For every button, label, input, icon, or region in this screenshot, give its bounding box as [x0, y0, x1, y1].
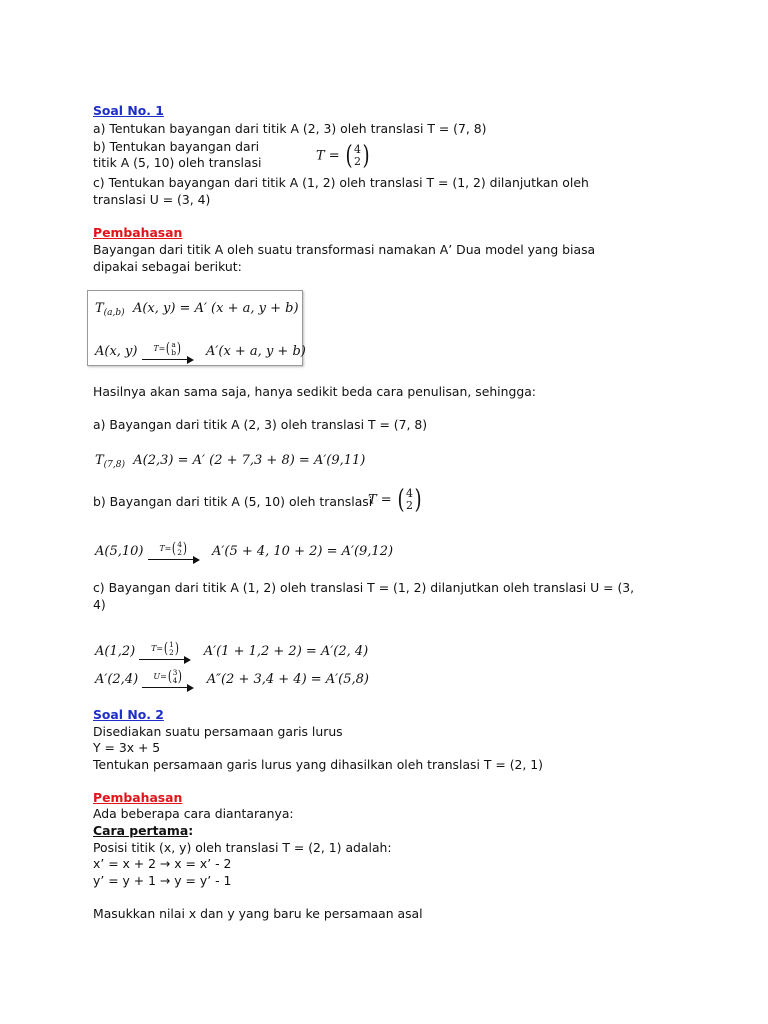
pembahasan-2-line1: Ada beberapa cara diantaranya: — [93, 806, 294, 821]
formula-T-subscript: (a,b) — [103, 308, 125, 318]
soal-1-item-c-line1: c) Tentukan bayangan dari titik A (1, 2) oleh translasi T = (1, 2) dilanjutkan oleh — [93, 175, 589, 190]
soal-1-item-b-line1: b) Tentukan bayangan dari — [93, 139, 260, 154]
answer-c-text-line1: c) Bayangan dari titik A (1, 2) oleh translasi T = (1, 2) dilanjutkan oleh translasi U = (3, — [93, 580, 635, 595]
formula-row-1 — [95, 300, 299, 322]
arrow-icon: T= ( 4 2 ) — [148, 544, 200, 560]
soal-2-line1: Disediakan suatu persamaan garis lurus — [93, 724, 343, 739]
answer-b-text: b) Bayangan dari titik A (5, 10) oleh translasi — [93, 494, 373, 509]
pembahasan-2-line4: y’ = y + 1 → y = y’ - 1 — [93, 873, 232, 888]
answer-b-equation: A(5,10) T= ( 4 2 ) A′(5 + 4, 10 + 2) = A′(9,12) — [95, 543, 393, 561]
answer-c-text-line2: 4) — [93, 597, 106, 612]
soal-2-heading: Soal No. 2 — [93, 707, 164, 722]
soal-2-line3: Tentukan persamaan garis lurus yang dihasilkan oleh translasi T = (2, 1) — [93, 757, 544, 772]
matrix-name: T — [316, 148, 325, 164]
vector-top: 4 — [354, 143, 361, 156]
formula-row-2-right: A′(x + a, y + b) — [206, 344, 306, 359]
formula-T: T — [95, 301, 104, 316]
vector-bottom: 2 — [354, 155, 361, 168]
soal-1-item-b-line2: titik A (5, 10) oleh translasi — [93, 155, 262, 170]
arrow-icon: T= ( 1 2 ) — [139, 644, 191, 660]
arrow-icon: U= ( 3 4 ) — [142, 672, 194, 688]
pembahasan-2-line3: x’ = x + 2 → x = x’ - 2 — [93, 856, 232, 871]
soal-1-item-a: a) Tentukan bayangan dari titik A (2, 3) oleh translasi T = (7, 8) — [93, 121, 487, 136]
pembahasan-2-heading: Pembahasan — [93, 790, 183, 805]
pembahasan-1-heading: Pembahasan — [93, 225, 183, 240]
column-vector: ( 4 2 ) — [345, 141, 370, 171]
pembahasan-1-intro-line1: Bayangan dari titik A oleh suatu transformasi namakan A’ Dua model yang biasa — [93, 242, 596, 257]
arrow-icon: T= ( a b ) — [142, 344, 194, 360]
answer-a-text: a) Bayangan dari titik A (2, 3) oleh translasi T = (7, 8) — [93, 417, 428, 432]
pembahasan-1-intro-line2: dipakai sebagai berikut: — [93, 259, 242, 274]
soal-1-item-c-line2: translasi U = (3, 4) — [93, 192, 211, 207]
formula-row-2-left: A(x, y) — [95, 344, 138, 359]
pembahasan-2-line5: Masukkan nilai x dan y yang baru ke persamaan asal — [93, 906, 423, 921]
pembahasan-2-line2: Posisi titik (x, y) oleh translasi T = (2, 1) adalah: — [93, 840, 392, 855]
cara-pertama-heading: Cara pertama: — [93, 823, 194, 838]
answer-c-equation-2: A′(2,4) U= ( 3 4 ) A″(2 + 3,4 + 4) = A′(5,8) — [95, 671, 369, 689]
soal-1-heading: Soal No. 1 — [93, 103, 164, 118]
soal-2-line2: Y = 3x + 5 — [93, 740, 161, 755]
soal-1-translation-matrix: T = ( 4 2 ) — [316, 141, 370, 171]
result-intro: Hasilnya akan sama saja, hanya sedikit beda cara penulisan, sehingga: — [93, 384, 536, 399]
answer-a-equation: $T_{(7,8)}$ A(2,3) = A′ (2 + 7,3 + 8) = A′(9,11) — [95, 453, 366, 470]
formula-row-1-right: A(x, y) = A′ (x + a, y + b) — [132, 301, 299, 316]
answer-c-equation-1: A(1,2) T= ( 1 2 ) A′(1 + 1,2 + 2) = A′(2, 4) — [95, 643, 368, 661]
answer-b-matrix: T = ( 4 2 ) — [368, 485, 422, 515]
formula-row-2 — [95, 339, 306, 361]
